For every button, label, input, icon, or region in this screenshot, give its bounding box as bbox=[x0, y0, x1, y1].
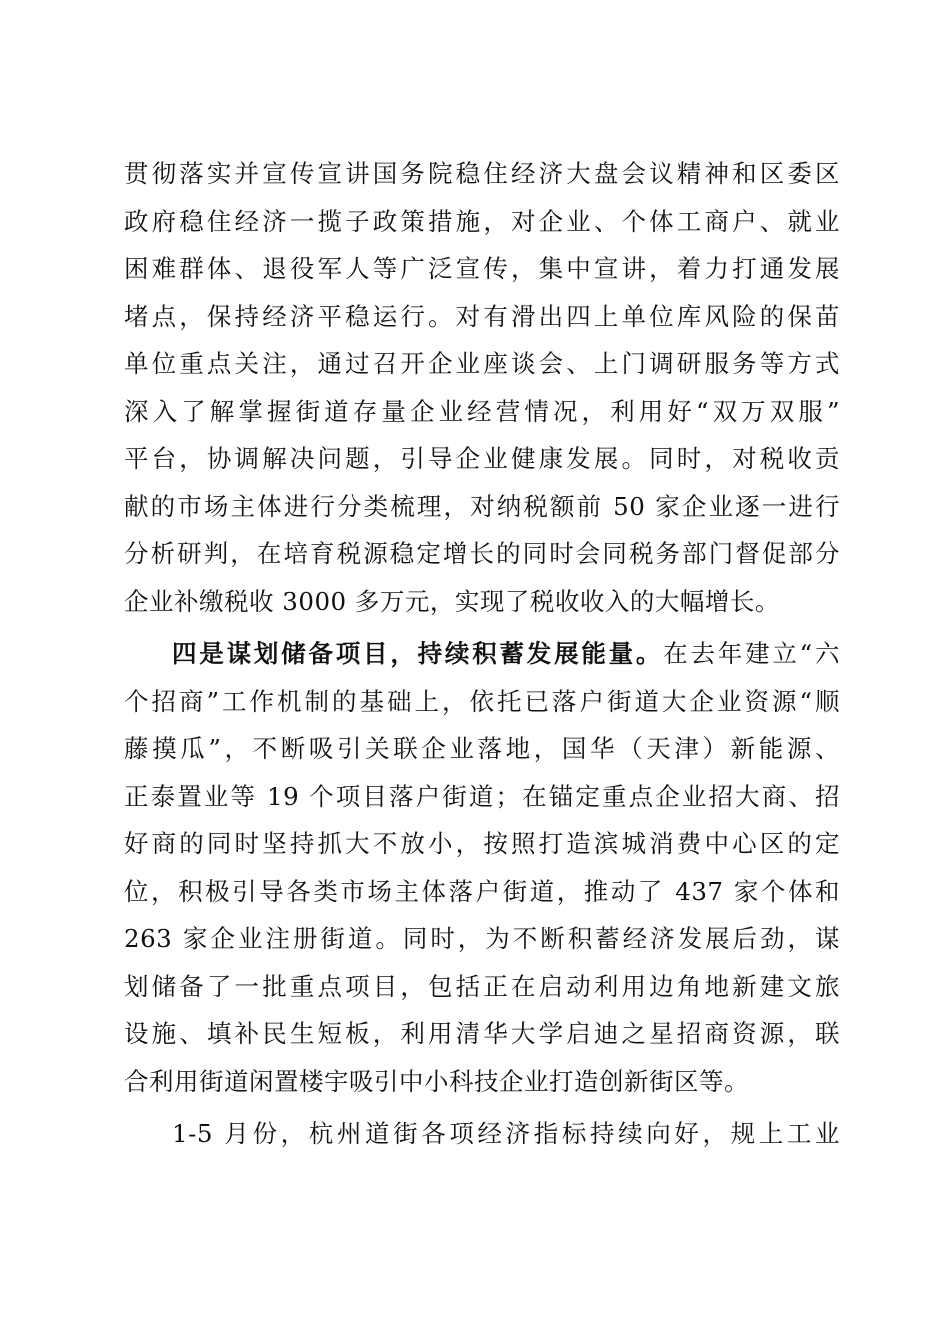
paragraph-1 bbox=[124, 150, 840, 625]
text-line: 企业补缴税收 3000 多万元，实现了税收收入的大幅增长。 bbox=[124, 586, 780, 616]
text-line: 设施、填补民生短板，利用清华大学启迪之星招商资源，联 bbox=[124, 1019, 840, 1048]
text-run: 在去年建立“六 bbox=[663, 639, 841, 668]
text-line: 1-5 月份，杭州道街各项经济指标持续向好，规上工业 bbox=[172, 1119, 840, 1148]
text-line: 政府稳住经济一揽子政策措施，对企业、个体工商户、就业 bbox=[124, 206, 840, 236]
text-line: 平台，协调解决问题，引导企业健康发展。同时，对税收贡 bbox=[124, 444, 840, 473]
text-line: 位，积极引导各类市场主体落户街道，推动了 437 家个体和 bbox=[124, 876, 840, 906]
text-line: 正泰置业等 19 个项目落户街道；在锚定重点企业招大商、招 bbox=[124, 781, 840, 811]
section-heading: 四是谋划储备项目，持续积蓄发展能量。 bbox=[172, 639, 664, 668]
paragraph-2 bbox=[124, 630, 840, 1105]
text-line: 划储备了一批重点项目，包括正在启动利用边角地新建文旅 bbox=[124, 971, 840, 1001]
text-line: 个招商”工作机制的基础上，依托已落户街道大企业资源“顺 bbox=[124, 686, 840, 716]
text-line: 困难群体、退役军人等广泛宣传，集中宣讲，着力打通发展 bbox=[124, 254, 840, 283]
text-line: 单位重点关注，通过召开企业座谈会、上门调研服务等方式 bbox=[124, 349, 840, 378]
text-line: 贯彻落实并宣传宣讲国务院稳住经济大盘会议精神和区委区 bbox=[124, 159, 840, 188]
document-body bbox=[124, 150, 840, 1158]
text-line: 合利用街道闲置楼宇吸引中小科技企业打造创新街区等。 bbox=[124, 1066, 749, 1096]
text-line: 藤摸瓜”，不断吸引关联企业落地，国华（天津）新能源、 bbox=[124, 734, 840, 763]
text-line: 好商的同时坚持抓大不放小，按照打造滨城消费中心区的定 bbox=[124, 829, 840, 858]
text-line: 分析研判，在培育税源稳定增长的同时会同税务部门督促部分 bbox=[124, 539, 840, 568]
text-line: 献的市场主体进行分类梳理，对纳税额前 50 家企业逐一进行 bbox=[124, 491, 840, 521]
text-line: 堵点，保持经济平稳运行。对有滑出四上单位库风险的保苗 bbox=[124, 301, 840, 331]
text-line: 深入了解掌握街道存量企业经营情况，利用好“双万双服” bbox=[124, 396, 840, 426]
paragraph-2-first-line bbox=[124, 630, 840, 678]
text-line: 263 家企业注册街道。同时，为不断积蓄经济发展后劲，谋 bbox=[124, 924, 840, 953]
paragraph-3 bbox=[124, 1110, 840, 1158]
